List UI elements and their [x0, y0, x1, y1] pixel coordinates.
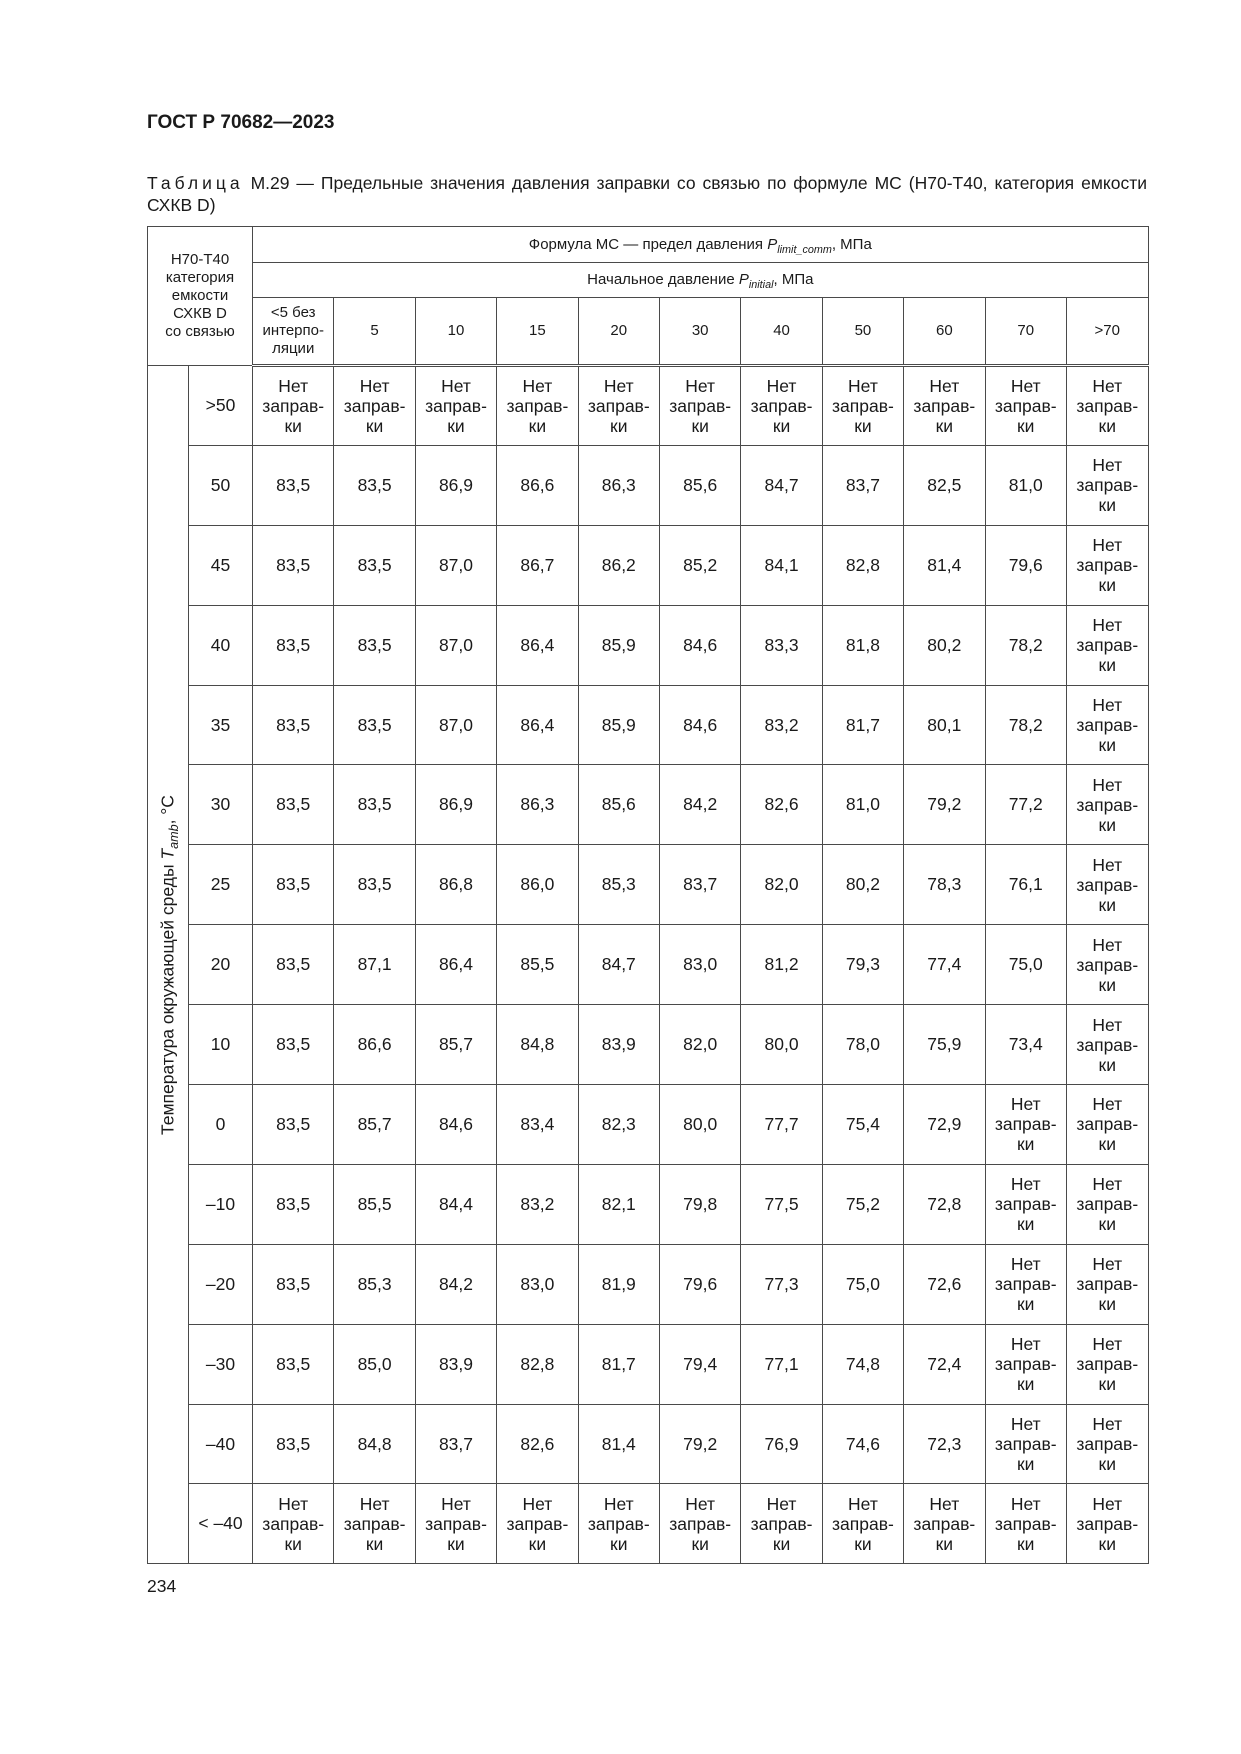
value-cell: Нет заправ- ки	[741, 366, 822, 446]
value-cell: 87,0	[415, 605, 496, 685]
value-cell: 78,2	[985, 605, 1066, 685]
caption-text: М.29 — Предельные значения давления заправки со связью по формуле МС (Н70-Т40, категория емкости СХКВ D)	[147, 173, 1147, 215]
temperature-cell: >50	[189, 366, 253, 446]
column-header: >70	[1066, 298, 1148, 366]
value-cell: 83,5	[253, 685, 334, 765]
value-cell: Нет заправ- ки	[1066, 685, 1148, 765]
value-cell: 79,3	[822, 925, 903, 1005]
table-row	[148, 366, 1149, 446]
temperature-cell: 0	[189, 1085, 253, 1165]
value-cell: 83,5	[334, 445, 415, 525]
value-cell: 86,3	[497, 765, 578, 845]
value-cell: 84,1	[741, 525, 822, 605]
value-cell: 79,6	[659, 1244, 740, 1324]
value-cell: 79,8	[659, 1164, 740, 1244]
value-cell: 86,4	[497, 685, 578, 765]
value-cell: Нет заправ- ки	[1066, 1244, 1148, 1324]
value-cell: 84,4	[415, 1164, 496, 1244]
value-cell: Нет заправ- ки	[1066, 1404, 1148, 1484]
value-cell: Нет заправ- ки	[1066, 1324, 1148, 1404]
value-cell: 82,0	[659, 1005, 740, 1085]
value-cell: 72,8	[904, 1164, 985, 1244]
value-cell: 83,5	[253, 1085, 334, 1165]
value-cell: 76,1	[985, 845, 1066, 925]
value-cell: 81,8	[822, 605, 903, 685]
value-cell: 82,6	[497, 1404, 578, 1484]
table-row	[148, 1164, 1149, 1244]
value-cell: 83,5	[253, 605, 334, 685]
table-row	[148, 445, 1149, 525]
column-header: 5	[334, 298, 415, 366]
table-row	[148, 765, 1149, 845]
value-cell: 86,0	[497, 845, 578, 925]
value-cell: Нет заправ- ки	[415, 366, 496, 446]
caption-prefix: Таблица	[147, 173, 244, 193]
value-cell: 83,7	[415, 1404, 496, 1484]
value-cell: 80,0	[741, 1005, 822, 1085]
value-cell: 86,7	[497, 525, 578, 605]
value-cell: 78,0	[822, 1005, 903, 1085]
value-cell: Нет заправ- ки	[985, 1164, 1066, 1244]
value-cell: 80,2	[822, 845, 903, 925]
column-header: 50	[822, 298, 903, 366]
value-cell: Нет заправ- ки	[253, 366, 334, 446]
value-cell: 79,4	[659, 1324, 740, 1404]
value-cell: 82,8	[497, 1324, 578, 1404]
value-cell: 74,8	[822, 1324, 903, 1404]
value-cell: Нет заправ- ки	[334, 1484, 415, 1564]
value-cell: 85,5	[497, 925, 578, 1005]
value-cell: Нет заправ- ки	[822, 1484, 903, 1564]
value-cell: 85,3	[578, 845, 659, 925]
column-header: 10	[415, 298, 496, 366]
value-cell: 84,7	[578, 925, 659, 1005]
value-cell: 80,1	[904, 685, 985, 765]
value-cell: 86,4	[415, 925, 496, 1005]
value-cell: 82,1	[578, 1164, 659, 1244]
value-cell: Нет заправ- ки	[334, 366, 415, 446]
value-cell: Нет заправ- ки	[1066, 1085, 1148, 1165]
value-cell: Нет заправ- ки	[1066, 1484, 1148, 1564]
temperature-cell: 30	[189, 765, 253, 845]
value-cell: Нет заправ- ки	[578, 1484, 659, 1564]
value-cell: 83,4	[497, 1085, 578, 1165]
value-cell: 84,7	[741, 445, 822, 525]
value-cell: 85,2	[659, 525, 740, 605]
column-header: 40	[741, 298, 822, 366]
value-cell: 83,5	[253, 1404, 334, 1484]
value-cell: Нет заправ- ки	[1066, 1005, 1148, 1085]
value-cell: Нет заправ- ки	[1066, 445, 1148, 525]
value-cell: 85,6	[578, 765, 659, 845]
value-cell: 83,5	[253, 765, 334, 845]
table-row	[148, 1244, 1149, 1324]
value-cell: 83,3	[741, 605, 822, 685]
value-cell: 83,5	[334, 765, 415, 845]
value-cell: 72,4	[904, 1324, 985, 1404]
value-cell: Нет заправ- ки	[497, 366, 578, 446]
value-cell: 86,9	[415, 445, 496, 525]
value-cell: 81,0	[985, 445, 1066, 525]
table-row	[148, 685, 1149, 765]
value-cell: 81,9	[578, 1244, 659, 1324]
temperature-cell: < –40	[189, 1484, 253, 1564]
value-cell: 75,2	[822, 1164, 903, 1244]
value-cell: 83,2	[741, 685, 822, 765]
value-cell: 86,8	[415, 845, 496, 925]
value-cell: Нет заправ- ки	[659, 366, 740, 446]
value-cell: 79,6	[985, 525, 1066, 605]
table-row	[148, 605, 1149, 685]
temperature-cell: 35	[189, 685, 253, 765]
value-cell: 84,2	[659, 765, 740, 845]
value-cell: Нет заправ- ки	[822, 366, 903, 446]
value-cell: 82,5	[904, 445, 985, 525]
temperature-cell: 45	[189, 525, 253, 605]
value-cell: 84,8	[497, 1005, 578, 1085]
temperature-cell: 25	[189, 845, 253, 925]
value-cell: Нет заправ- ки	[741, 1484, 822, 1564]
table-row	[148, 525, 1149, 605]
value-cell: 85,7	[415, 1005, 496, 1085]
value-cell: 72,6	[904, 1244, 985, 1324]
value-cell: Нет заправ- ки	[1066, 765, 1148, 845]
value-cell: 86,6	[334, 1005, 415, 1085]
value-cell: 80,2	[904, 605, 985, 685]
value-cell: 75,9	[904, 1005, 985, 1085]
value-cell: Нет заправ- ки	[985, 1244, 1066, 1324]
value-cell: Нет заправ- ки	[578, 366, 659, 446]
value-cell: 86,9	[415, 765, 496, 845]
value-cell: 81,2	[741, 925, 822, 1005]
value-cell: 85,5	[334, 1164, 415, 1244]
value-cell: Нет заправ- ки	[985, 366, 1066, 446]
value-cell: 87,0	[415, 685, 496, 765]
value-cell: 85,7	[334, 1085, 415, 1165]
value-cell: 73,4	[985, 1005, 1066, 1085]
document-header: ГОСТ Р 70682—2023	[147, 112, 335, 133]
value-cell: 85,9	[578, 685, 659, 765]
value-cell: 86,6	[497, 445, 578, 525]
value-cell: 85,6	[659, 445, 740, 525]
value-cell: 83,5	[253, 1164, 334, 1244]
value-cell: Нет заправ- ки	[985, 1404, 1066, 1484]
value-cell: 82,6	[741, 765, 822, 845]
value-cell: Нет заправ- ки	[1066, 1164, 1148, 1244]
value-cell: 81,4	[904, 525, 985, 605]
temperature-cell: 50	[189, 445, 253, 525]
value-cell: 79,2	[904, 765, 985, 845]
value-cell: 76,9	[741, 1404, 822, 1484]
value-cell: 83,7	[659, 845, 740, 925]
value-cell: 81,7	[822, 685, 903, 765]
column-header: 20	[578, 298, 659, 366]
value-cell: 83,5	[253, 1324, 334, 1404]
column-header: 60	[904, 298, 985, 366]
value-cell: Нет заправ- ки	[497, 1484, 578, 1564]
value-cell: 77,7	[741, 1085, 822, 1165]
table-row	[148, 1005, 1149, 1085]
value-cell: 77,5	[741, 1164, 822, 1244]
value-cell: 83,5	[253, 845, 334, 925]
column-header: 15	[497, 298, 578, 366]
value-cell: 77,1	[741, 1324, 822, 1404]
value-cell: 84,6	[415, 1085, 496, 1165]
table-row	[148, 845, 1149, 925]
value-cell: Нет заправ- ки	[253, 1484, 334, 1564]
value-cell: 83,5	[253, 1244, 334, 1324]
value-cell: 80,0	[659, 1085, 740, 1165]
value-cell: 83,5	[253, 525, 334, 605]
value-cell: 75,4	[822, 1085, 903, 1165]
value-cell: 83,5	[334, 685, 415, 765]
value-cell: 78,2	[985, 685, 1066, 765]
value-cell: Нет заправ- ки	[415, 1484, 496, 1564]
value-cell: 87,0	[415, 525, 496, 605]
value-cell: 83,5	[334, 605, 415, 685]
value-cell: Нет заправ- ки	[1066, 845, 1148, 925]
column-header: <5 без интерпо- ляции	[253, 298, 334, 366]
value-cell: Нет заправ- ки	[659, 1484, 740, 1564]
value-cell: 77,2	[985, 765, 1066, 845]
temperature-cell: 40	[189, 605, 253, 685]
table-row	[148, 925, 1149, 1005]
value-cell: 81,0	[822, 765, 903, 845]
temperature-cell: –20	[189, 1244, 253, 1324]
value-cell: 83,5	[334, 525, 415, 605]
formula-header: Формула МС — предел давления $P_{limit\_comm}$, МПа	[253, 227, 1149, 263]
value-cell: Нет заправ- ки	[1066, 605, 1148, 685]
table-row	[148, 1324, 1149, 1404]
table-row	[148, 1404, 1149, 1484]
value-cell: Нет заправ- ки	[985, 1324, 1066, 1404]
table-caption	[147, 172, 1147, 216]
value-cell: 77,4	[904, 925, 985, 1005]
value-cell: 86,4	[497, 605, 578, 685]
value-cell: Нет заправ- ки	[1066, 525, 1148, 605]
value-cell: 83,0	[497, 1244, 578, 1324]
value-cell: 83,9	[578, 1005, 659, 1085]
value-cell: 83,9	[415, 1324, 496, 1404]
value-cell: 81,4	[578, 1404, 659, 1484]
temperature-cell: –30	[189, 1324, 253, 1404]
value-cell: 83,2	[497, 1164, 578, 1244]
value-cell: 82,8	[822, 525, 903, 605]
value-cell: 72,3	[904, 1404, 985, 1484]
value-cell: Нет заправ- ки	[1066, 925, 1148, 1005]
page-number: 234	[147, 1576, 177, 1596]
table-row	[148, 1085, 1149, 1165]
table-row	[148, 1484, 1149, 1564]
value-cell: 77,3	[741, 1244, 822, 1324]
value-cell: 83,7	[822, 445, 903, 525]
value-cell: 82,3	[578, 1085, 659, 1165]
corner-label: Н70-Т40 категория емкости СХКВ D со связью	[148, 227, 253, 366]
value-cell: 83,0	[659, 925, 740, 1005]
temperature-cell: –10	[189, 1164, 253, 1244]
value-cell: 84,6	[659, 605, 740, 685]
value-cell: 85,0	[334, 1324, 415, 1404]
value-cell: 87,1	[334, 925, 415, 1005]
value-cell: Нет заправ- ки	[904, 366, 985, 446]
value-cell: 75,0	[822, 1244, 903, 1324]
initial-pressure-header: Начальное давление $P_{initial}$, МПа	[253, 263, 1149, 298]
value-cell: 83,5	[334, 845, 415, 925]
value-cell: 86,3	[578, 445, 659, 525]
value-cell: 84,2	[415, 1244, 496, 1324]
value-cell: 79,2	[659, 1404, 740, 1484]
pressure-table	[147, 226, 1149, 1564]
value-cell: 83,5	[253, 925, 334, 1005]
value-cell: 75,0	[985, 925, 1066, 1005]
value-cell: 85,3	[334, 1244, 415, 1324]
value-cell: 84,8	[334, 1404, 415, 1484]
row-axis-label: Температура окружающей среды $T_{amb}$, °С	[148, 366, 189, 1564]
value-cell: 85,9	[578, 605, 659, 685]
value-cell: Нет заправ- ки	[1066, 366, 1148, 446]
value-cell: 84,6	[659, 685, 740, 765]
value-cell: 82,0	[741, 845, 822, 925]
column-header: 70	[985, 298, 1066, 366]
value-cell: 83,5	[253, 1005, 334, 1085]
temperature-cell: –40	[189, 1404, 253, 1484]
value-cell: Нет заправ- ки	[985, 1085, 1066, 1165]
value-cell: 83,5	[253, 445, 334, 525]
value-cell: 74,6	[822, 1404, 903, 1484]
value-cell: 78,3	[904, 845, 985, 925]
value-cell: 81,7	[578, 1324, 659, 1404]
value-cell: 72,9	[904, 1085, 985, 1165]
column-header: 30	[659, 298, 740, 366]
temperature-cell: 20	[189, 925, 253, 1005]
temperature-cell: 10	[189, 1005, 253, 1085]
value-cell: Нет заправ- ки	[985, 1484, 1066, 1564]
value-cell: 86,2	[578, 525, 659, 605]
value-cell: Нет заправ- ки	[904, 1484, 985, 1564]
